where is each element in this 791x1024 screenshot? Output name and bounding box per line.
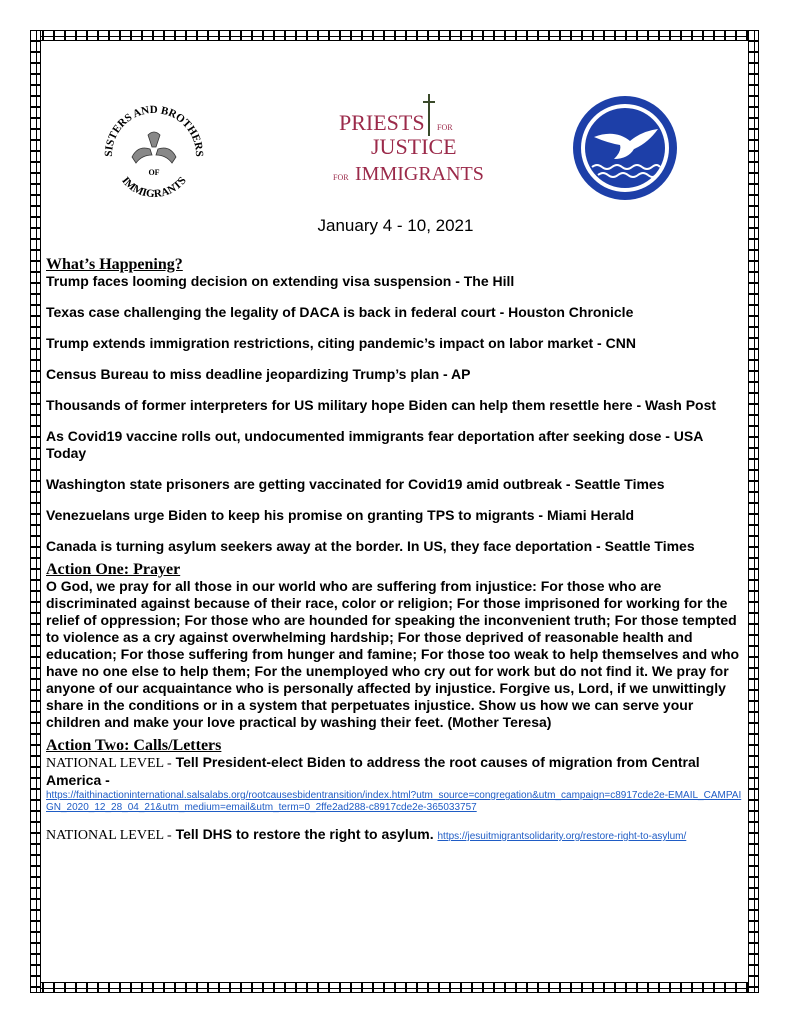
level-label: NATIONAL LEVEL - <box>46 828 172 843</box>
news-headline: Trump faces looming decision on extending visa suspension - The Hill <box>46 273 515 289</box>
prayer-text: O God, we pray for all those in our world who are suffering from injustice: For those who are discriminated against because of their race, color or religion; For those imprisoned for working for the relief of oppression; For those who are hounded for speaking the inconvenient truth; For those tempted to violence as a cry against overwhelming hardship; For those deprived of reasonable health and education; For those suffering from hunger and famine; For those too weak to help themselves and who have no one else to help them; For the unemployed who cry out for work but do not find it. We pray for anyone of our acquaintance who is personally affected by injustice. Forgive us, Lord, if we unwittingly share in the conditions or in a system that perpetuates injustice. Show us how we can serve your children and make your love practical by washing their feet. (Mother Teresa) <box>46 578 740 730</box>
dove-emblem-logo <box>570 93 680 203</box>
logo-arc-bottom-text: IMMIGRANTS <box>119 174 189 201</box>
priests-justice-logo <box>333 92 483 187</box>
news-headline: Texas case challenging the legality of DACA is back in federal court - Houston Chronicle <box>46 304 634 320</box>
news-headline: Washington state prisoners are getting vaccinated for Covid19 amid outbreak - Seattle Times <box>46 476 665 492</box>
date-range: January 4 - 10, 2021 <box>317 216 474 235</box>
root-causes-link[interactable]: https://faithinactioninternational.salsalabs.org/rootcausesbidentransition/index.html?utm_source=congregation&utm_campaign=c8917cde2e-EMAIL_CAMPAIGN_2020_12_28_04_21&utm_medium=email&utm_term=0_2ffe2ad288-c8917cde2e-365033757 <box>46 790 742 813</box>
action-item-dhs <box>46 826 746 844</box>
news-headline: As Covid19 vaccine rolls out, undocumented immigrants fear deportation after seeking dose - USA Today <box>46 428 703 461</box>
action-text: Tell President-elect Biden to address the root causes of migration from Central America - <box>46 754 700 788</box>
border-top <box>30 30 759 41</box>
hands-icon <box>132 132 176 163</box>
svg-text:SISTERS AND BROTHERS <box>103 104 205 157</box>
main-content <box>46 256 746 844</box>
action-one-title: Action One: Prayer <box>46 561 181 578</box>
logo-priests-text: PRIESTS <box>339 110 425 135</box>
asylum-link[interactable]: https://jesuitmigrantsolidarity.org/restore-right-to-asylum/ <box>437 831 687 842</box>
action-item-biden <box>46 754 746 814</box>
news-headline: Canada is turning asylum seekers away at the border. In US, they face deportation - Seattle Times <box>46 538 695 554</box>
border-bottom <box>30 982 759 993</box>
whats-happening-title: What’s Happening? <box>46 256 183 273</box>
action-text: Tell DHS to restore the right to asylum. <box>171 826 438 842</box>
border-left <box>30 30 41 993</box>
news-headline: Thousands of former interpreters for US military hope Biden can help them resettle here - Wash Post <box>46 397 717 413</box>
action-two-title: Action Two: Calls/Letters <box>46 737 222 754</box>
logo-for-small-2: FOR <box>333 173 349 182</box>
level-label: NATIONAL LEVEL - <box>46 756 172 771</box>
news-headline: Census Bureau to miss deadline jeopardizing Trump’s plan - AP <box>46 366 471 382</box>
cross-icon <box>423 94 435 136</box>
svg-text:IMMIGRANTS <box>119 175 188 200</box>
logo-arc-top-text: SISTERS AND BROTHERS <box>102 103 206 157</box>
logo-justice-text: JUSTICE <box>371 134 457 159</box>
logo-for-small-1: FOR <box>437 123 453 132</box>
news-headline: Venezuelans urge Biden to keep his promise on granting TPS to migrants - Miami Herald <box>46 507 635 523</box>
sisters-brothers-logo <box>98 95 210 207</box>
logo-immigrants-text: IMMIGRANTS <box>355 163 483 185</box>
border-right <box>748 30 759 993</box>
news-headline: Trump extends immigration restrictions, citing pandemic’s impact on labor market - CNN <box>46 335 636 351</box>
logo-of-text: OF <box>148 168 160 177</box>
